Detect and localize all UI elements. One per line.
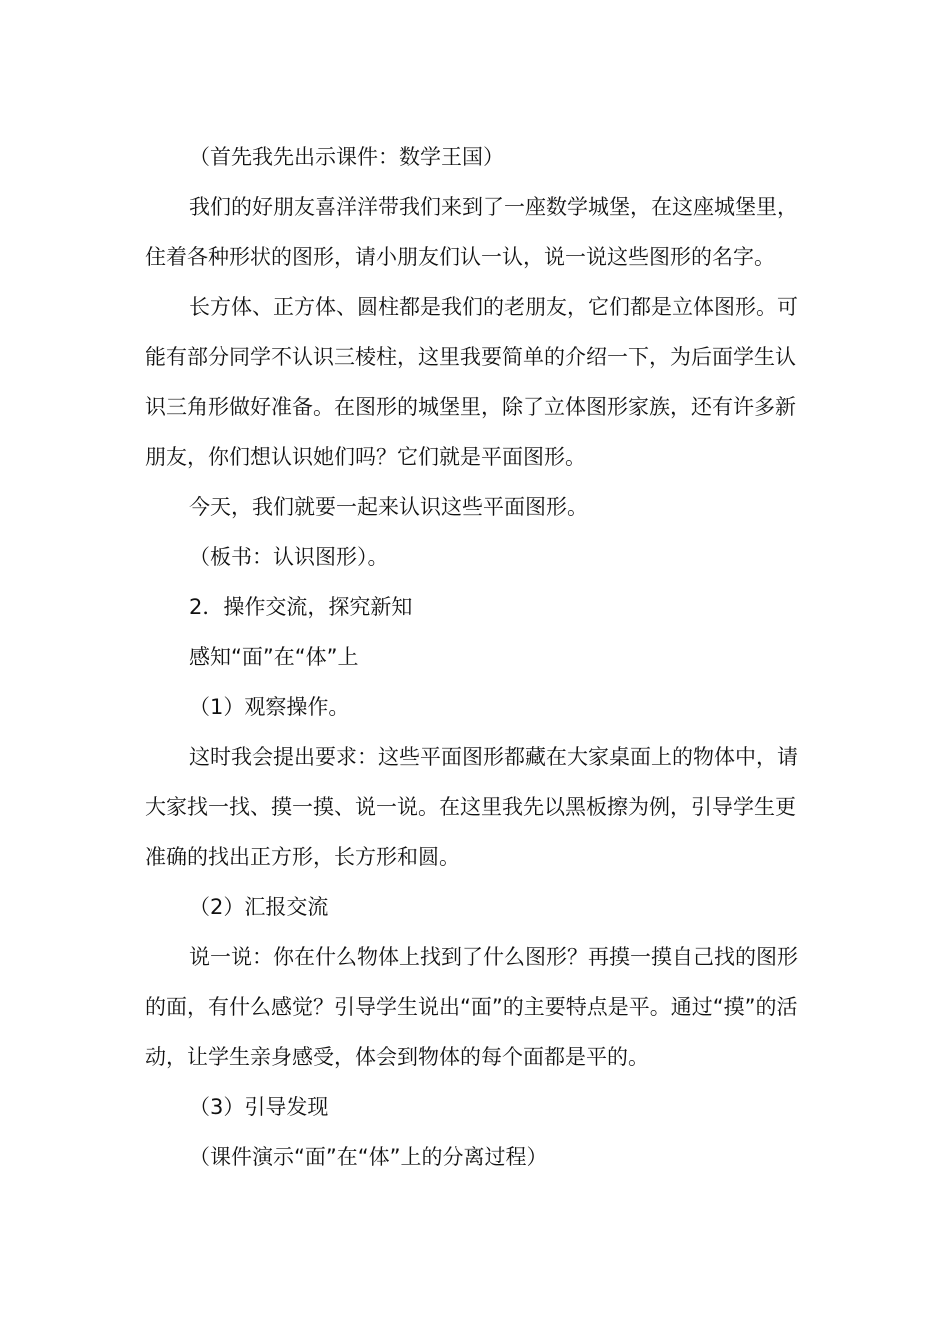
paragraph-solid-shapes: 长方体、正方体、圆柱都是我们的老朋友，它们都是立体图形。可能有部分同学不认识三棱柱，这里我要简单的介绍一下，为后面学生认识三角形做好准备。在图形的城堡里，除了立体图形家族，还有许多新朋友，你们想认识她们吗？它们就是平面图形。: [145, 295, 798, 469]
paragraph-courseware-demo: （课件演示“面”在“体”上的分离过程）: [189, 1145, 548, 1169]
paragraph-courseware-intro: （首先我先出示课件：数学王国）: [189, 145, 504, 169]
paragraph-requirements: 这时我会提出要求：这些平面图形都藏在大家桌面上的物体中，请大家找一找、摸一摸、说一说。在这里我先以黑板擦为例，引导学生更准确的找出正方形，长方形和圆。: [145, 745, 798, 869]
paragraph-blackboard-note: （板书：认识图形）。: [189, 545, 389, 569]
section-heading-operation: 2．操作交流，探究新知: [189, 595, 413, 619]
paragraph-math-castle: 我们的好朋友喜洋洋带我们来到了一座数学城堡，在这座城堡里，住着各种形状的图形，请小朋友们认一认，说一说这些图形的名字。: [145, 195, 798, 269]
step-guide: （3）引导发现: [189, 1095, 329, 1119]
document-body: [145, 132, 810, 1182]
paragraph-today: 今天，我们就要一起来认识这些平面图形。: [189, 495, 588, 519]
step-observe: （1）观察操作。: [189, 695, 350, 719]
paragraph-discussion: 说一说：你在什么物体上找到了什么图形？再摸一摸自己找的图形的面，有什么感觉？引导学生说出“面”的主要特点是平。通过“摸”的活动，让学生亲身感受，体会到物体的每个面都是平的。: [145, 945, 798, 1069]
step-report: （2）汇报交流: [189, 895, 329, 919]
subheading-face-on-body: 感知“面”在“体”上: [189, 645, 359, 669]
